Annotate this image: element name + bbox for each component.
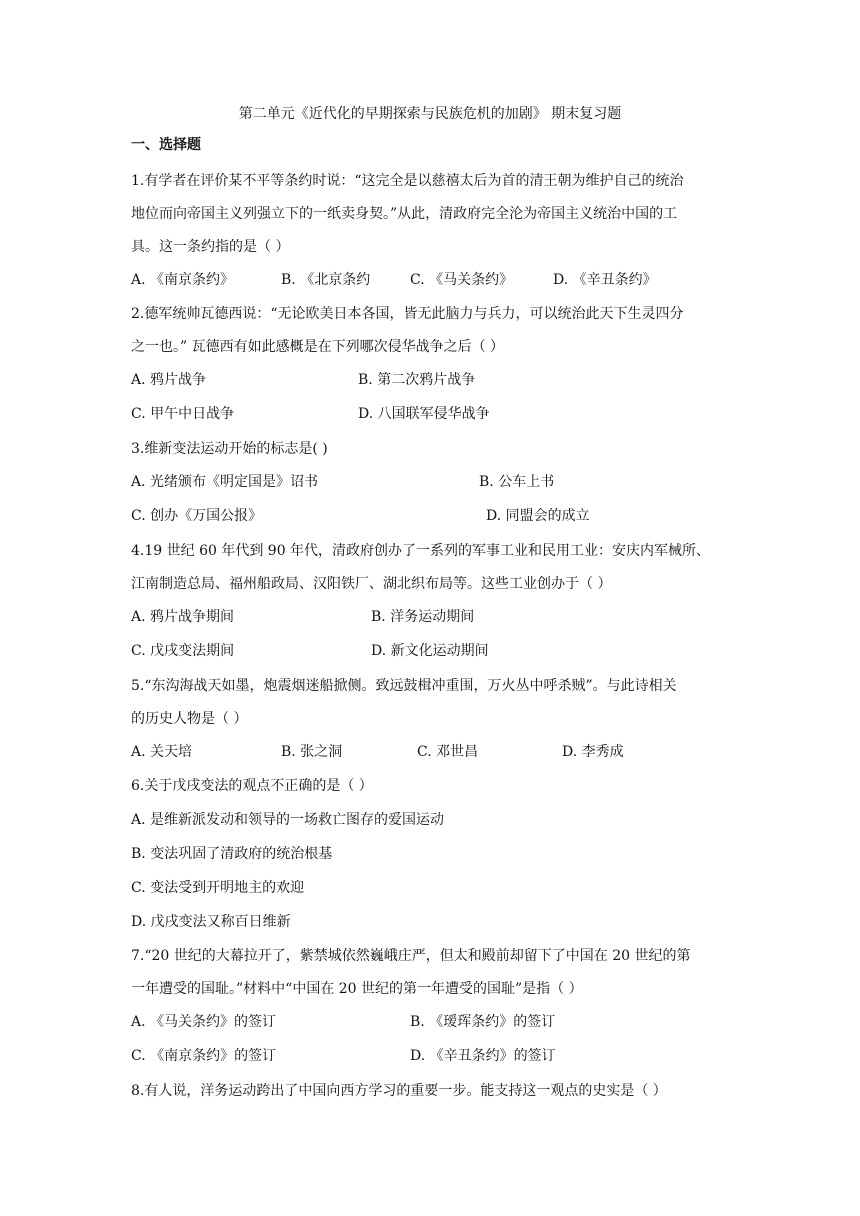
question-4-line-2: 江南制造总局、福州船政局、汉阳铁厂、湖北织布局等。这些工业创办于（ ） bbox=[131, 576, 612, 592]
question-4-option-a: A. 鸦片战争期间 bbox=[131, 609, 235, 625]
question-1-line-1: 1.有学者在评价某不平等条约时说：“这完全是以慈禧太后为首的清王朝为维护自己的统治 bbox=[131, 173, 684, 189]
question-3-option-a: A. 光绪颁布《明定国是》诏书 bbox=[131, 474, 319, 490]
question-6-line-1: 6.关于戊戌变法的观点不正确的是（ ） bbox=[131, 778, 373, 794]
question-4-option-c: C. 戊戌变法期间 bbox=[131, 643, 235, 659]
question-2-line-1: 2.德军统帅瓦德西说：“无论欧美日本各国，皆无此脑力与兵力，可以统治此天下生灵四分 bbox=[131, 306, 684, 322]
question-7-option-d: D. 《辛丑条约》的签订 bbox=[410, 1048, 556, 1064]
question-7-option-c: C. 《南京条约》的签订 bbox=[131, 1048, 277, 1064]
question-5-option-a: A. 关天培 bbox=[131, 744, 193, 760]
question-6-option-b: B. 变法巩固了清政府的统治根基 bbox=[131, 846, 333, 862]
question-2-option-c: C. 甲午中日战争 bbox=[131, 406, 235, 422]
question-1-option-c: C. 《马关条约》 bbox=[410, 272, 514, 288]
question-3-option-b: B. 公车上书 bbox=[479, 474, 555, 490]
question-7-option-a: A. 《马关条约》的签订 bbox=[131, 1014, 277, 1030]
question-4-option-d: D. 新文化运动期间 bbox=[371, 643, 489, 659]
page-title: 第二单元《近代化的早期探索与民族危机的加剧》 期末复习题 bbox=[238, 106, 622, 122]
question-1-line-2: 地位而向帝国主义列强立下的一纸卖身契。”从此，清政府完全沦为帝国主义统治中国的工 bbox=[131, 206, 678, 222]
question-6-option-c: C. 变法受到开明地主的欢迎 bbox=[131, 880, 305, 896]
question-2-line-2: 之一也。” 瓦德西有如此感概是在下列哪次侵华战争之后（ ） bbox=[131, 339, 505, 355]
question-3-line-1: 3.维新变法运动开始的标志是( ) bbox=[131, 441, 328, 457]
question-5-line-2: 的历史人物是（ ） bbox=[131, 711, 248, 727]
question-1-option-a: A. 《南京条约》 bbox=[131, 272, 235, 288]
question-5-option-d: D. 李秀成 bbox=[562, 744, 624, 760]
question-2-option-d: D. 八国联军侵华战争 bbox=[358, 406, 490, 422]
question-7-option-b: B. 《瑷珲条约》的签订 bbox=[410, 1014, 556, 1030]
question-8-line-1: 8.有人说，洋务运动跨出了中国向西方学习的重要一步。能支持这一观点的史实是（ ） bbox=[131, 1083, 667, 1099]
question-5-line-1: 5.“东沟海战天如墨，炮震烟迷船掀侧。致远鼓楫冲重围，万火丛中呼杀贼”。与此诗相关 bbox=[131, 678, 677, 694]
question-2-option-b: B. 第二次鸦片战争 bbox=[358, 372, 476, 388]
question-4-line-1: 4.19 世纪 60 年代到 90 年代，清政府创办了一系列的军事工业和民用工业：安庆内军械所、 bbox=[131, 543, 711, 559]
question-5-option-c: C. 邓世昌 bbox=[417, 744, 479, 760]
question-5-option-b: B. 张之洞 bbox=[281, 744, 343, 760]
question-7-line-1: 7.“20 世纪的大幕拉开了，紫禁城依然巍峨庄严，但太和殿前却留下了中国在 20 世纪的第 bbox=[131, 948, 691, 964]
question-2-option-a: A. 鸦片战争 bbox=[131, 372, 207, 388]
question-6-option-a: A. 是维新派发动和领导的一场救亡图存的爱国运动 bbox=[131, 812, 445, 828]
question-6-option-d: D. 戊戌变法又称百日维新 bbox=[131, 914, 291, 930]
question-1-option-b: B. 《北京条约 bbox=[281, 272, 371, 288]
question-1-line-3: 具。这一条约指的是（ ） bbox=[131, 239, 290, 255]
question-4-option-b: B. 洋务运动期间 bbox=[371, 609, 475, 625]
question-1-option-d: D. 《辛丑条约》 bbox=[553, 272, 657, 288]
section-heading: 一、选择题 bbox=[131, 137, 201, 153]
question-3-option-d: D. 同盟会的成立 bbox=[486, 508, 590, 524]
question-3-option-c: C. 创办《万国公报》 bbox=[131, 508, 263, 524]
question-7-line-2: 一年遭受的国耻。”材料中“中国在 20 世纪的第一年遭受的国耻”是指（ ） bbox=[131, 981, 583, 997]
